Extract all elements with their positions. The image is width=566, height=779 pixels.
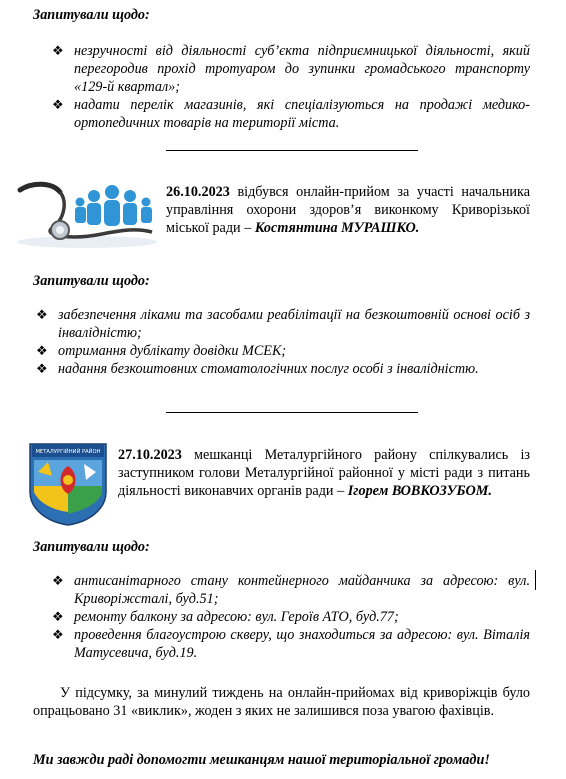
section3-paragraph: 27.10.2023 мешканці Металургійного району спілкувались із заступником голови Металургійної районної у місті ради з питань діяльності виконавчих органів ради – Ігорем ВОВКОЗУБОМ. — [118, 447, 530, 499]
district-emblem — [28, 442, 108, 526]
list-item: ❖ ремонту балкону за адресою: вул. Героїв АТО, буд.77; — [52, 609, 399, 625]
section2-header: Запитували щодо: — [33, 273, 150, 289]
bullet-icon: ❖ — [52, 627, 64, 642]
bullet-icon: ❖ — [52, 609, 64, 624]
stethoscope-family-icon — [12, 180, 162, 250]
summary-paragraph: У підсумку, за минулий тиждень на онлайн-прийомах від криворіжців було опрацьовано 31 «виклик», жоден з яких не залишився поза увагою фахівців. — [33, 685, 530, 719]
person-name: Костянтина МУРАШКО. — [254, 220, 420, 236]
bullet-icon: ❖ — [52, 573, 64, 588]
bullet-icon: ❖ — [52, 43, 64, 58]
bullet-icon: ❖ — [36, 343, 48, 358]
list-item: ❖ надати перелік магазинів, які спеціалізуються на продажі медико-ортопедичних товарів на території міста. — [52, 97, 530, 131]
list-item: ❖ проведення благоустрою скверу, що знаходиться за адресою: вул. Віталія Матусевича, буд.19. — [52, 627, 530, 661]
bullet-icon: ❖ — [36, 361, 48, 376]
section1-header: Запитували щодо: — [33, 7, 150, 23]
person-name: Ігорем ВОВКОЗУБОМ. — [347, 483, 492, 499]
list-item: ❖ антисанітарного стану контейнерного майданчика за адресою: вул. Криворіжсталі, буд.51; — [52, 573, 530, 607]
list-item: ❖ забезпечення ліками та засобами реабілітації на безкоштовній основі осіб з інвалідністю; — [36, 307, 530, 341]
list-item: ❖ отримання дублікату довідки МСЕК; — [36, 343, 287, 359]
closing-line: Ми завжди раді допомогти мешканцям нашої територіальної громади! — [33, 752, 490, 768]
bullet-icon: ❖ — [36, 307, 48, 322]
divider — [166, 412, 418, 413]
date: 27.10.2023 — [118, 447, 182, 463]
date: 26.10.2023 — [166, 184, 230, 200]
section2-paragraph: 26.10.2023 відбувся онлайн-прийом за участі начальника управління охорони здоров’я виконкому Криворізької міської ради – Костянтина МУРАШКО. — [166, 184, 530, 236]
emblem-title: МЕТАЛУРГІЙНИЙ РАЙОН — [35, 449, 101, 455]
section1-list — [52, 42, 530, 132]
list-item: ❖ надання безкоштовних стоматологічних послуг особі з інвалідністю. — [36, 361, 479, 377]
text-cursor — [535, 570, 536, 590]
divider — [166, 150, 418, 151]
list-item: ❖ незручності від діяльності суб’єкта підприємницької діяльності, який перегородив прохід тротуаром до зупинки громадського транспорту «129-й квартал»; — [52, 43, 530, 95]
section3-header: Запитували щодо: — [33, 539, 150, 555]
section2-list — [36, 306, 530, 378]
bullet-icon: ❖ — [52, 97, 64, 112]
section3-list — [52, 572, 530, 662]
